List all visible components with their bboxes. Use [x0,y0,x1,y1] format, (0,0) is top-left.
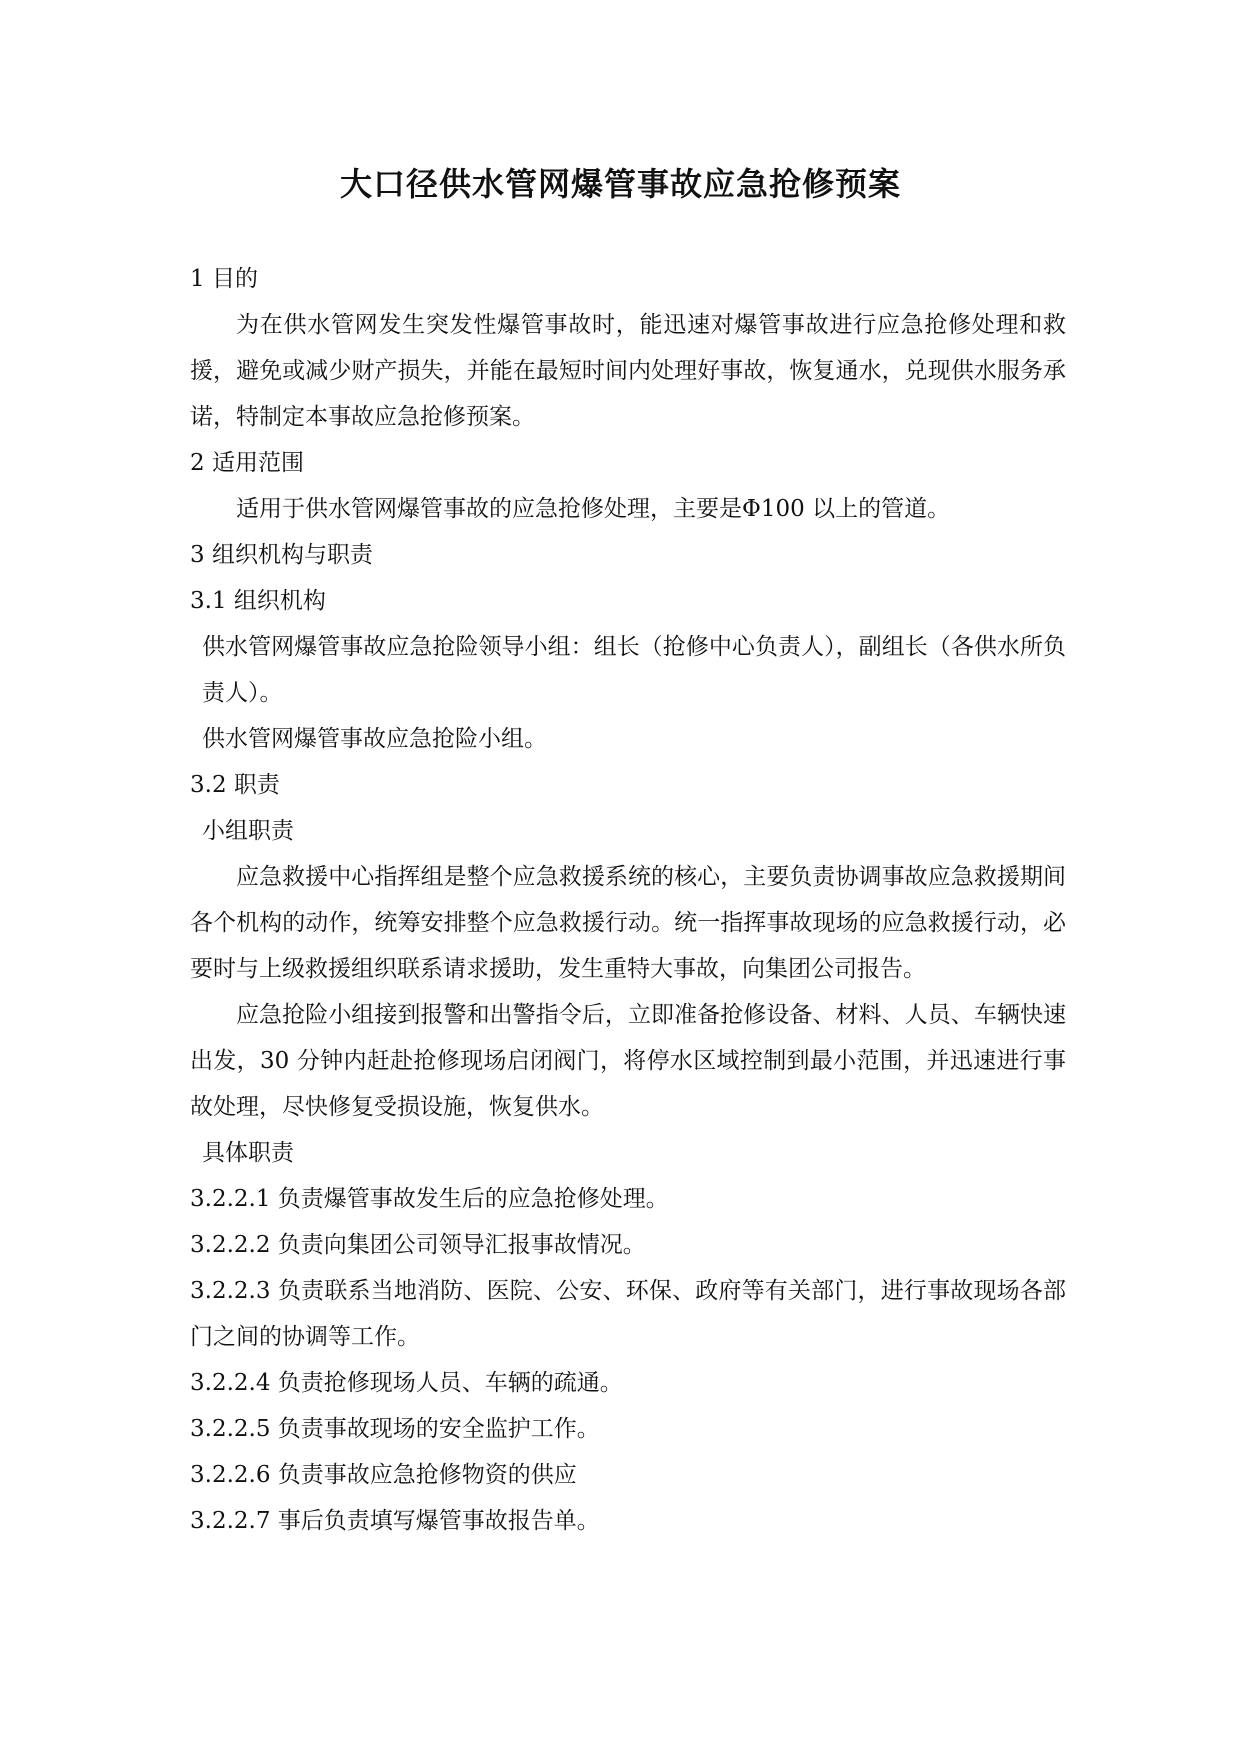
section-3-2-heading: 3.2 职责 [190,772,280,798]
duty-item: 3.2.2.4 负责抢修现场人员、车辆的疏通。 [190,1370,623,1396]
section-1-heading: 1 目的 [190,266,258,292]
duty-item: 3.2.2.7 事后负责填写爆管事故报告单。 [190,1508,600,1534]
duty-item: 3.2.2.5 负责事故现场的安全监护工作。 [190,1416,600,1442]
document-title: 大口径供水管网爆管事故应急抢修预案 [339,165,901,203]
section-3-2-1-heading: 小组职责 [202,818,294,844]
document-body [190,256,1066,1544]
section-3-heading: 3 组织机构与职责 [190,542,373,568]
section-1-paragraph: 为在供水管网发生突发性爆管事故时，能迅速对爆管事故进行应急抢修处理和救援，避免或减少财产损失，并能在最短时间内处理好事故，恢复通水，兑现供水服务承诺，特制定本事故应急抢修预案。 [190,312,1066,430]
section-3-1-paragraph-leadership: 供水管网爆管事故应急抢险领导小组：组长（抢修中心负责人），副组长（各供水所负责人）。 [202,634,1066,706]
section-3-1-paragraph-team: 供水管网爆管事故应急抢险小组。 [202,726,547,752]
duty-item: 3.2.2.2 负责向集团公司领导汇报事故情况。 [190,1232,646,1258]
duty-item: 3.2.2.6 负责事故应急抢修物资的供应 [190,1462,577,1488]
section-3-1-heading: 3.1 组织机构 [190,588,326,614]
section-3-2-1-paragraph-rescue: 应急抢险小组接到报警和出警指令后，立即准备抢修设备、材料、人员、车辆快速出发，30 分钟内赶赴抢修现场启闭阀门，将停水区域控制到最小范围，并迅速进行事故处理，尽快修复受损设施，恢复供水。 [190,1002,1066,1120]
section-2-heading: 2 适用范围 [190,450,304,476]
section-3-2-2-heading: 具体职责 [202,1140,294,1166]
duty-item: 3.2.2.3 负责联系当地消防、医院、公安、环保、政府等有关部门，进行事故现场各部门之间的协调等工作。 [190,1278,1066,1350]
section-2-paragraph: 适用于供水管网爆管事故的应急抢修处理，主要是Φ100 以上的管道。 [236,496,951,522]
duty-item: 3.2.2.1 负责爆管事故发生后的应急抢修处理。 [190,1186,669,1212]
section-3-2-1-paragraph-command: 应急救援中心指挥组是整个应急救援系统的核心，主要负责协调事故应急救援期间各个机构的动作，统筹安排整个应急救援行动。统一指挥事故现场的应急救援行动，必要时与上级救援组织联系请求援助，发生重特大事故，向集团公司报告。 [190,864,1066,982]
